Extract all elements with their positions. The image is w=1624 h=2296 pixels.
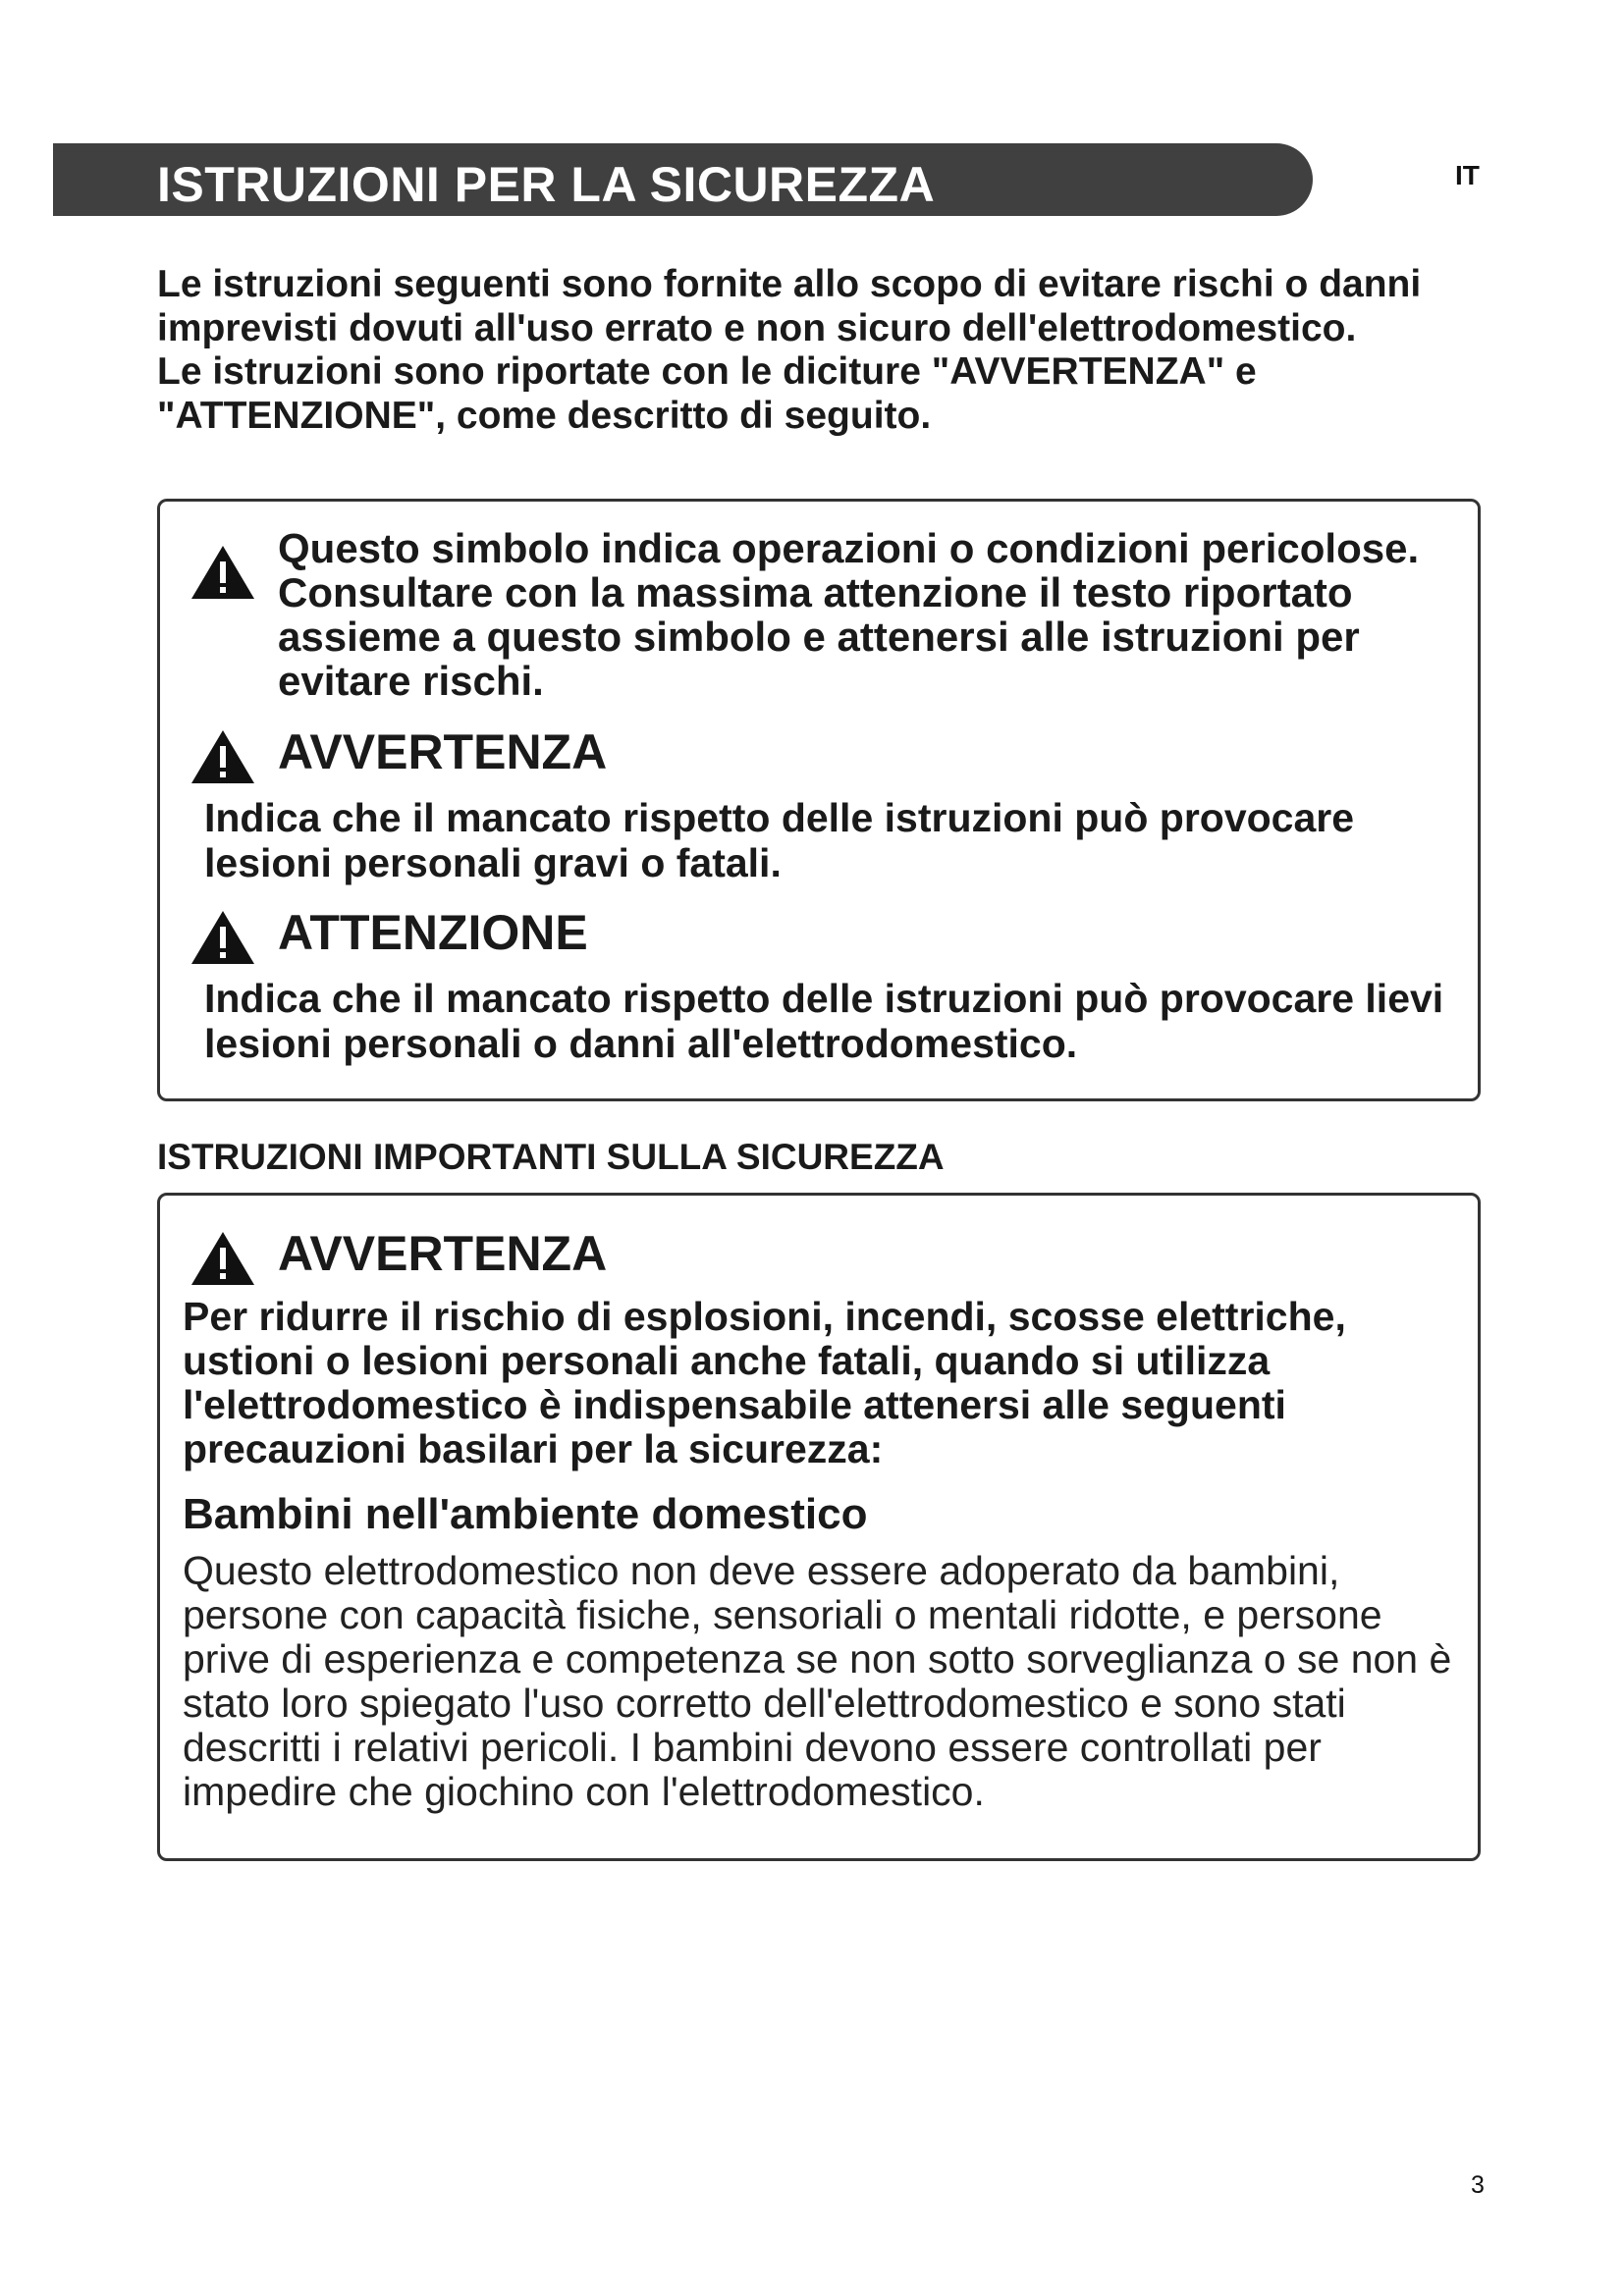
intro-text	[157, 263, 1453, 438]
warning-triangle-icon	[189, 909, 256, 966]
page-number: 3	[1471, 2171, 1485, 2199]
children-subheading: Bambini nell'ambiente domestico	[183, 1490, 868, 1538]
section-heading: ISTRUZIONI IMPORTANTI SULLA SICUREZZA	[157, 1137, 945, 1177]
important-warning-label: AVVERTENZA	[278, 1226, 608, 1281]
important-warning-text: Per ridurre il rischio di esplosioni, incendi, scosse elettriche, ustioni o lesioni personali anche fatali, quando si utilizza l'elettrodomestico è indispensabile attenersi alle seguenti precauzioni basilari per la sicurezza:	[183, 1294, 1346, 1471]
symbol-explanation-box	[157, 499, 1481, 1101]
caution-description: Indica che il mancato rispetto delle istruzioni può provocare lievi lesioni personali o danni all'elettrodomestico.	[204, 976, 1444, 1066]
symbol-description: Questo simbolo indica operazioni o condizioni pericolose. Consultare con la massima attenzione il testo riportato assieme a questo simbolo e attenersi alle istruzioni per evitare rischi.	[278, 525, 1420, 704]
children-body-text: Questo elettrodomestico non deve essere adoperato da bambini, persone con capacità fisiche, sensoriali o mentali ridotte, e persone prive di esperienza e competenza se non sotto sorveglianza o se non è stato loro spiegato l'uso corretto dell'elettrodomestico e sono stati descritti i relativi pericoli. I bambini devono essere controllati per impedire che giochino con l'elettrodomestico.	[183, 1548, 1452, 1814]
warning-triangle-icon	[189, 728, 256, 785]
warning-description: Indica che il mancato rispetto delle istruzioni può provocare lesioni personali gravi o fatali.	[204, 795, 1355, 885]
language-code: IT	[1455, 160, 1480, 190]
warning-label: AVVERTENZA	[278, 724, 608, 779]
important-safety-box	[157, 1193, 1481, 1861]
caution-label: ATTENZIONE	[278, 905, 588, 960]
intro-paragraph-1: Le istruzioni seguenti sono fornite allo scopo di evitare rischi o danni imprevisti dovuti all'uso errato e non sicuro dell'elettrodomestico.	[157, 263, 1422, 349]
page-title: ISTRUZIONI PER LA SICUREZZA	[157, 157, 936, 212]
intro-paragraph-2: Le istruzioni sono riportate con le diciture "AVVERTENZA" e "ATTENZIONE", come descritto di seguito.	[157, 350, 1257, 437]
warning-triangle-icon	[189, 1230, 256, 1287]
warning-triangle-icon	[189, 544, 256, 601]
